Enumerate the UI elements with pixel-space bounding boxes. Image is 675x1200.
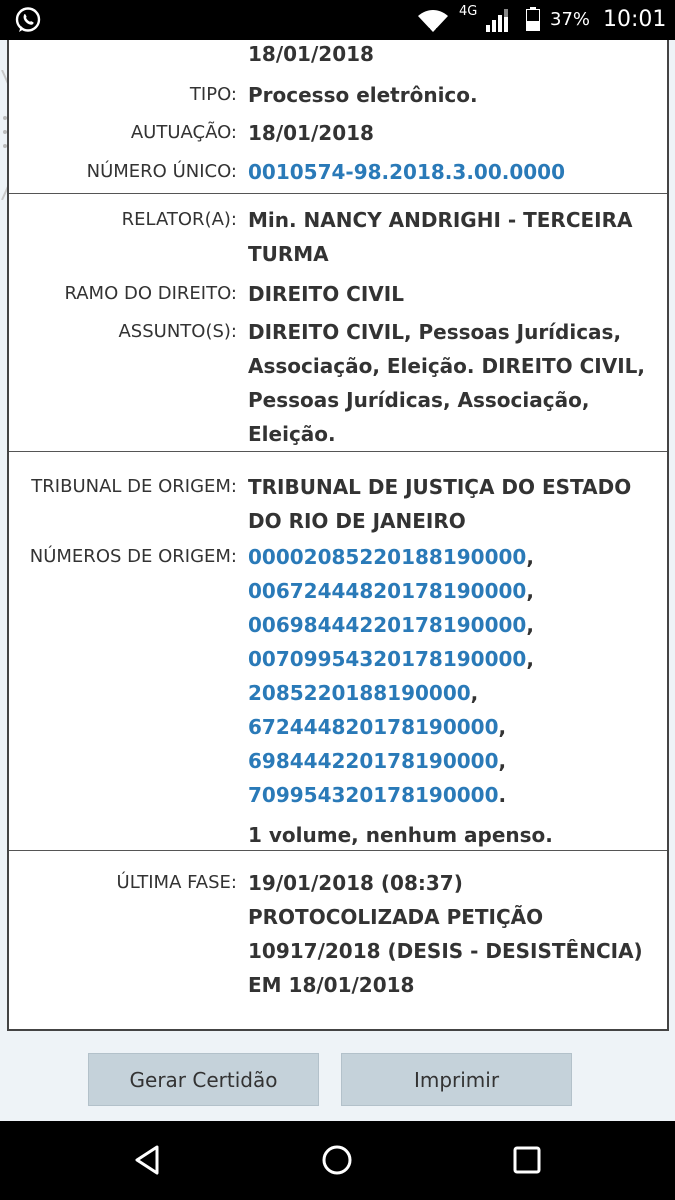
ultima-fase-label: ÚLTIMA FASE: (116, 872, 237, 893)
origin-number-item (248, 574, 648, 608)
origin-number-item (248, 710, 648, 744)
origin-number-link[interactable]: 2085220188190000 (248, 681, 471, 705)
numeros-origem-list (248, 540, 648, 852)
ramo-label: RAMO DO DIREITO: (64, 283, 237, 304)
ultima-fase-line: 19/01/2018 (08:37) (248, 871, 463, 895)
tribunal-line: DO RIO DE JANEIRO (248, 509, 466, 533)
whatsapp-icon (14, 6, 42, 34)
tribunal-line: TRIBUNAL DE JUSTIÇA DO ESTADO (248, 475, 632, 499)
assunto-line: Associação, Eleição. DIREITO CIVIL, (248, 354, 646, 378)
origin-number-link[interactable]: 709954320178190000 (248, 783, 499, 807)
assunto-value (248, 315, 648, 451)
origin-number-link[interactable]: 00709954320178190000 (248, 647, 527, 671)
separator: , (470, 681, 479, 705)
assunto-line: Pessoas Jurídicas, Associação, (248, 388, 590, 412)
relator-line: TURMA (248, 242, 329, 266)
clock: 10:01 (603, 7, 667, 32)
separator: , (526, 545, 534, 569)
separator: , (526, 613, 534, 637)
battery-icon (526, 7, 540, 31)
numero-unico-label: NÚMERO ÚNICO: (86, 161, 237, 182)
page-content (0, 40, 675, 1121)
numeros-origem-label: NÚMEROS DE ORIGEM: (29, 546, 237, 567)
assunto-line: DIREITO CIVIL, Pessoas Jurídicas, (248, 320, 622, 344)
separator: , (498, 715, 507, 739)
separator: . (498, 783, 507, 807)
ramo-value: DIREITO CIVIL (248, 282, 404, 306)
origin-number-item (248, 676, 648, 710)
ultima-fase-line: EM 18/01/2018 (248, 973, 415, 997)
volume-info: 1 volume, nenhum apenso. (248, 823, 553, 847)
relator-label: RELATOR(A): (121, 209, 237, 230)
tribunal-value (248, 470, 648, 538)
ultima-fase-value (248, 866, 648, 1002)
origin-number-link[interactable]: 00002085220188190000 (248, 545, 527, 569)
origin-number-item (248, 540, 648, 574)
ultima-fase-line: PROTOCOLIZADA PETIÇÃO (248, 905, 544, 929)
home-icon[interactable] (320, 1143, 354, 1177)
numero-unico-link[interactable]: 0010574-98.2018.3.00.0000 (248, 160, 566, 184)
navigation-bar (0, 1121, 675, 1200)
top-date-value: 18/01/2018 (248, 42, 374, 66)
network-label: 4G (459, 4, 478, 19)
separator: , (526, 647, 534, 671)
section-divider (9, 193, 667, 194)
section-divider (9, 451, 667, 452)
origin-number-link[interactable]: 698444220178190000 (248, 749, 499, 773)
tipo-value: Processo eletrônico. (248, 83, 478, 107)
origin-number-item (248, 642, 648, 676)
origin-number-item (248, 744, 648, 778)
separator: , (526, 579, 534, 603)
gerar-certidao-button[interactable]: Gerar Certidão (88, 1053, 319, 1106)
battery-percent: 37% (550, 9, 591, 30)
tipo-label: TIPO: (189, 84, 237, 105)
wifi-icon (416, 8, 450, 34)
separator: , (498, 749, 507, 773)
autuacao-label: AUTUAÇÃO: (130, 122, 237, 143)
section-divider (9, 850, 667, 851)
assunto-label: ASSUNTO(S): (118, 321, 237, 342)
imprimir-button[interactable]: Imprimir (341, 1053, 572, 1106)
ultima-fase-line: 10917/2018 (DESIS - DESISTÊNCIA) (248, 939, 643, 963)
relator-line: Min. NANCY ANDRIGHI - TERCEIRA (248, 208, 633, 232)
origin-number-link[interactable]: 00698444220178190000 (248, 613, 527, 637)
tribunal-label: TRIBUNAL DE ORIGEM: (31, 476, 237, 497)
origin-number-item (248, 778, 648, 812)
origin-number-item (248, 608, 648, 642)
back-icon[interactable] (131, 1143, 165, 1177)
origin-number-link[interactable]: 00672444820178190000 (248, 579, 527, 603)
assunto-line: Eleição. (248, 422, 336, 446)
signal-icon (484, 8, 512, 32)
status-bar (0, 0, 675, 40)
autuacao-value: 18/01/2018 (248, 121, 374, 145)
process-details-card (7, 40, 669, 1031)
recent-apps-icon[interactable] (510, 1143, 544, 1177)
origin-number-link[interactable]: 672444820178190000 (248, 715, 499, 739)
relator-value (248, 203, 648, 271)
